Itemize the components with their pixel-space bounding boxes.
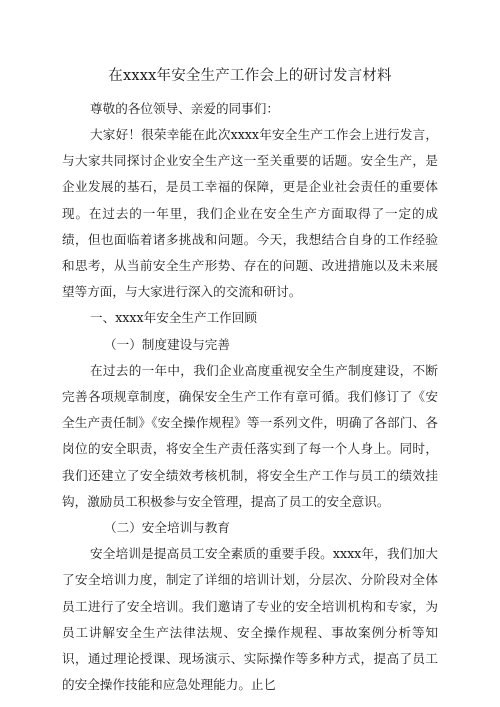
section-heading-review: 一、xxxx年安全生产工作回顾 <box>90 310 257 326</box>
subsection-heading-system-building: （一）制度建设与完善 <box>104 336 230 352</box>
subsection-heading-safety-training: （二）安全培训与教育 <box>104 520 230 536</box>
safety-training-paragraph: 安全培训是提高员工安全素质的重要手段。xxxx年，我们加大了安全培训力度，制定了详细的培训计划，分层次、分阶段对全体员工进行了安全培训。我们邀请了专业的安全培训机构和专家，为员工讲解安全生产法律法规、安全操作规程、事故案例分析等知识，通过理论授课、现场演示、实际操作等多种方式，提高了员工的安全操作技能和应急处理能力。止匕 <box>62 546 438 693</box>
system-building-paragraph: 在过去的一年中，我们企业高度重视安全生产制度建设，不断完善各项规章制度，确保安全生产工作有章可循。我们修订了《安全生产责任制》《安全操作规程》等一系列文件，明确了各部门、各岗位的安全职责，将安全生产责任落实到了每一个人身上。同时，我们还建立了安全绩效考核机制，将安全生产工作与员工的绩效挂钩，激励员工积极参与安全管理，提高了员工的安全意识。 <box>62 362 438 509</box>
document-title: 在xxxx年安全生产工作会上的研讨发言材料 <box>108 68 392 84</box>
document-body <box>62 62 438 698</box>
intro-paragraph: 大家好！很荣幸能在此次xxxx年安全生产工作会上进行发言，与大家共同探讨企业安全生产这一至关重要的话题。安全生产，是企业发展的基石，是员工幸福的保障，更是企业社会责任的重要体现。在过去的一年里，我们企业在安全生产方面取得了一定的成绩，但也面临着诸多挑战和问题。今天，我想结合自身的工作经验和思考，从当前安全生产形势、存在的问题、改进措施以及未来展望等方面，与大家进行深入的交流和研讨。 <box>62 127 438 300</box>
salutation: 尊敬的各位领导、亲爱的同事们： <box>90 101 279 116</box>
